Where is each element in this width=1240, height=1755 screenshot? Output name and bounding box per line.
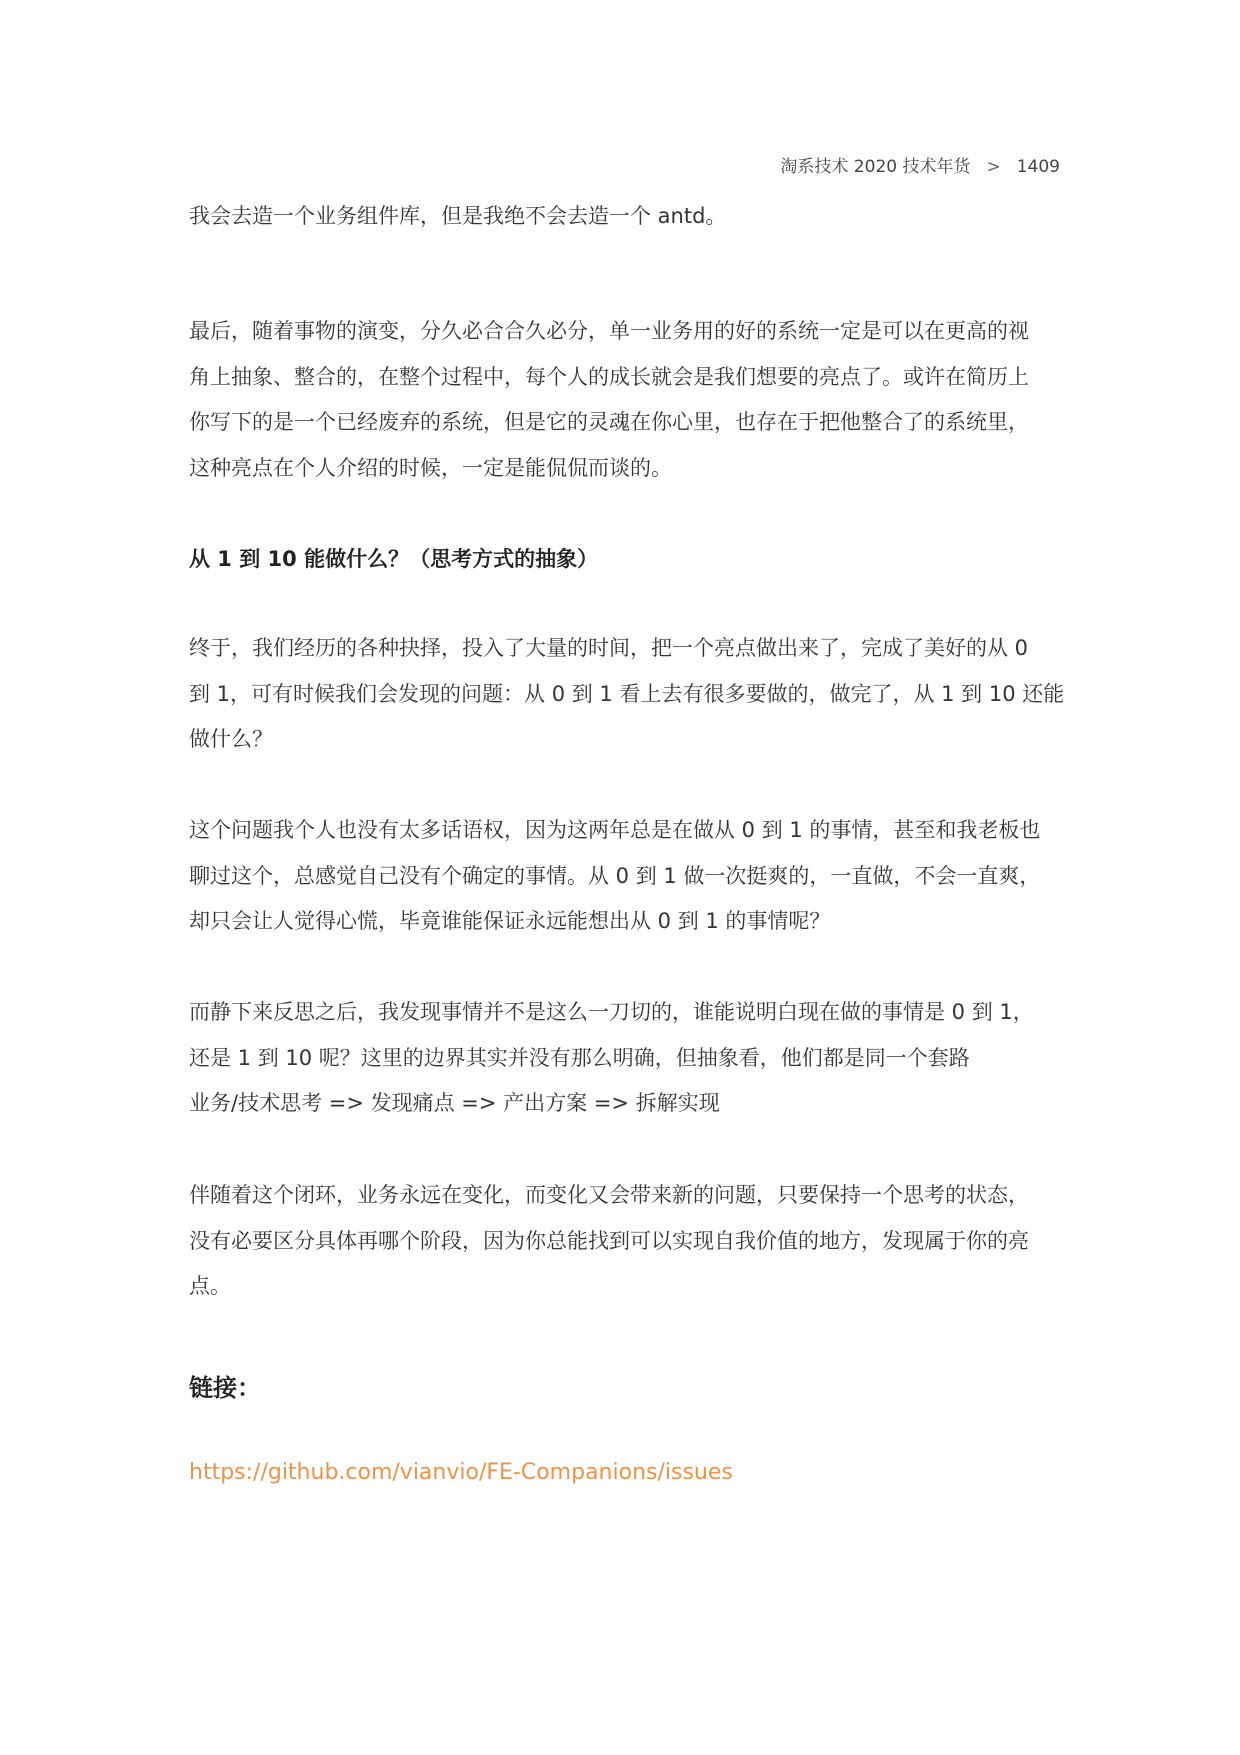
paragraph-5 — [189, 990, 1061, 1127]
section-heading: 从 1 到 10 能做什么？（思考方式的抽象） — [189, 547, 599, 571]
paragraph-line: 这种亮点在个人介绍的时候，一定是能侃侃而谈的。 — [189, 455, 672, 480]
paragraph-3 — [189, 626, 1065, 763]
links-heading: 链接： — [189, 1374, 261, 1402]
paragraph-line: 聊过这个，总感觉自己没有个确定的事情。从 0 到 1 做一次挺爽的，一直做，不会一直爽， — [189, 863, 1041, 888]
paragraph-line: 终于，我们经历的各种抉择，投入了大量的时间，把一个亮点做出来了，完成了美好的从 0 — [189, 636, 1029, 660]
paragraph-line: 我会去造一个业务组件库，但是我绝不会去造一个 antd。 — [189, 204, 727, 228]
paragraph-line: 没有必要区分具体再哪个阶段，因为你总能找到可以实现自我价值的地方，发现属于你的亮 — [189, 1228, 1029, 1253]
paragraph-line: 做什么？ — [189, 727, 273, 751]
header-title: 淘系技术 2020 技术年货 — [780, 157, 971, 177]
paragraph-line: 点。 — [189, 1274, 231, 1298]
paragraph-line: 还是 1 到 10 呢？这里的边界其实并没有那么明确，但抽象看，他们都是同一个套路 — [189, 1045, 970, 1070]
paragraph-line: 伴随着这个闭环，业务永远在变化，而变化又会带来新的问题，只要保持一个思考的状态， — [189, 1183, 1029, 1207]
paragraph-line: 而静下来反思之后，我发现事情并不是这么一刀切的，谁能说明白现在做的事情是 0 到 1， — [189, 1000, 1034, 1024]
page-header — [780, 152, 1060, 177]
paragraph-line: 角上抽象、整合的，在整个过程中，每个人的成长就会是我们想要的亮点了。或许在简历上 — [189, 364, 1029, 389]
paragraph-line: 你写下的是一个已经废弃的系统，但是它的灵魂在你心里，也存在于把他整合了的系统里， — [189, 410, 1029, 434]
page-number: 1409 — [1016, 157, 1060, 177]
paragraph-2 — [189, 309, 1061, 491]
paragraph-line: 最后，随着事物的演变，分久必合合久必分，单一业务用的好的系统一定是可以在更高的视 — [189, 319, 1029, 343]
paragraph-line: 业务/技术思考 => 发现痛点 => 产出方案 => 拆解实现 — [189, 1091, 720, 1115]
paragraph-line: 这个问题我个人也没有太多话语权，因为这两年总是在做从 0 到 1 的事情，甚至和我老板也 — [189, 818, 1041, 842]
paragraph-line: 却只会让人觉得心慌，毕竟谁能保证永远能想出从 0 到 1 的事情呢？ — [189, 909, 831, 933]
paragraph-4 — [189, 808, 1061, 945]
paragraph-6 — [189, 1173, 1061, 1310]
paragraph-1 — [189, 194, 1061, 240]
paragraph-line: 到 1，可有时候我们会发现的问题：从 0 到 1 看上去有很多要做的，做完了，从 1 到 10 还能 — [189, 681, 1065, 706]
header-separator: > — [986, 157, 1001, 177]
github-issues-link[interactable]: https://github.com/vianvio/FE-Companions/issues — [189, 1460, 733, 1485]
